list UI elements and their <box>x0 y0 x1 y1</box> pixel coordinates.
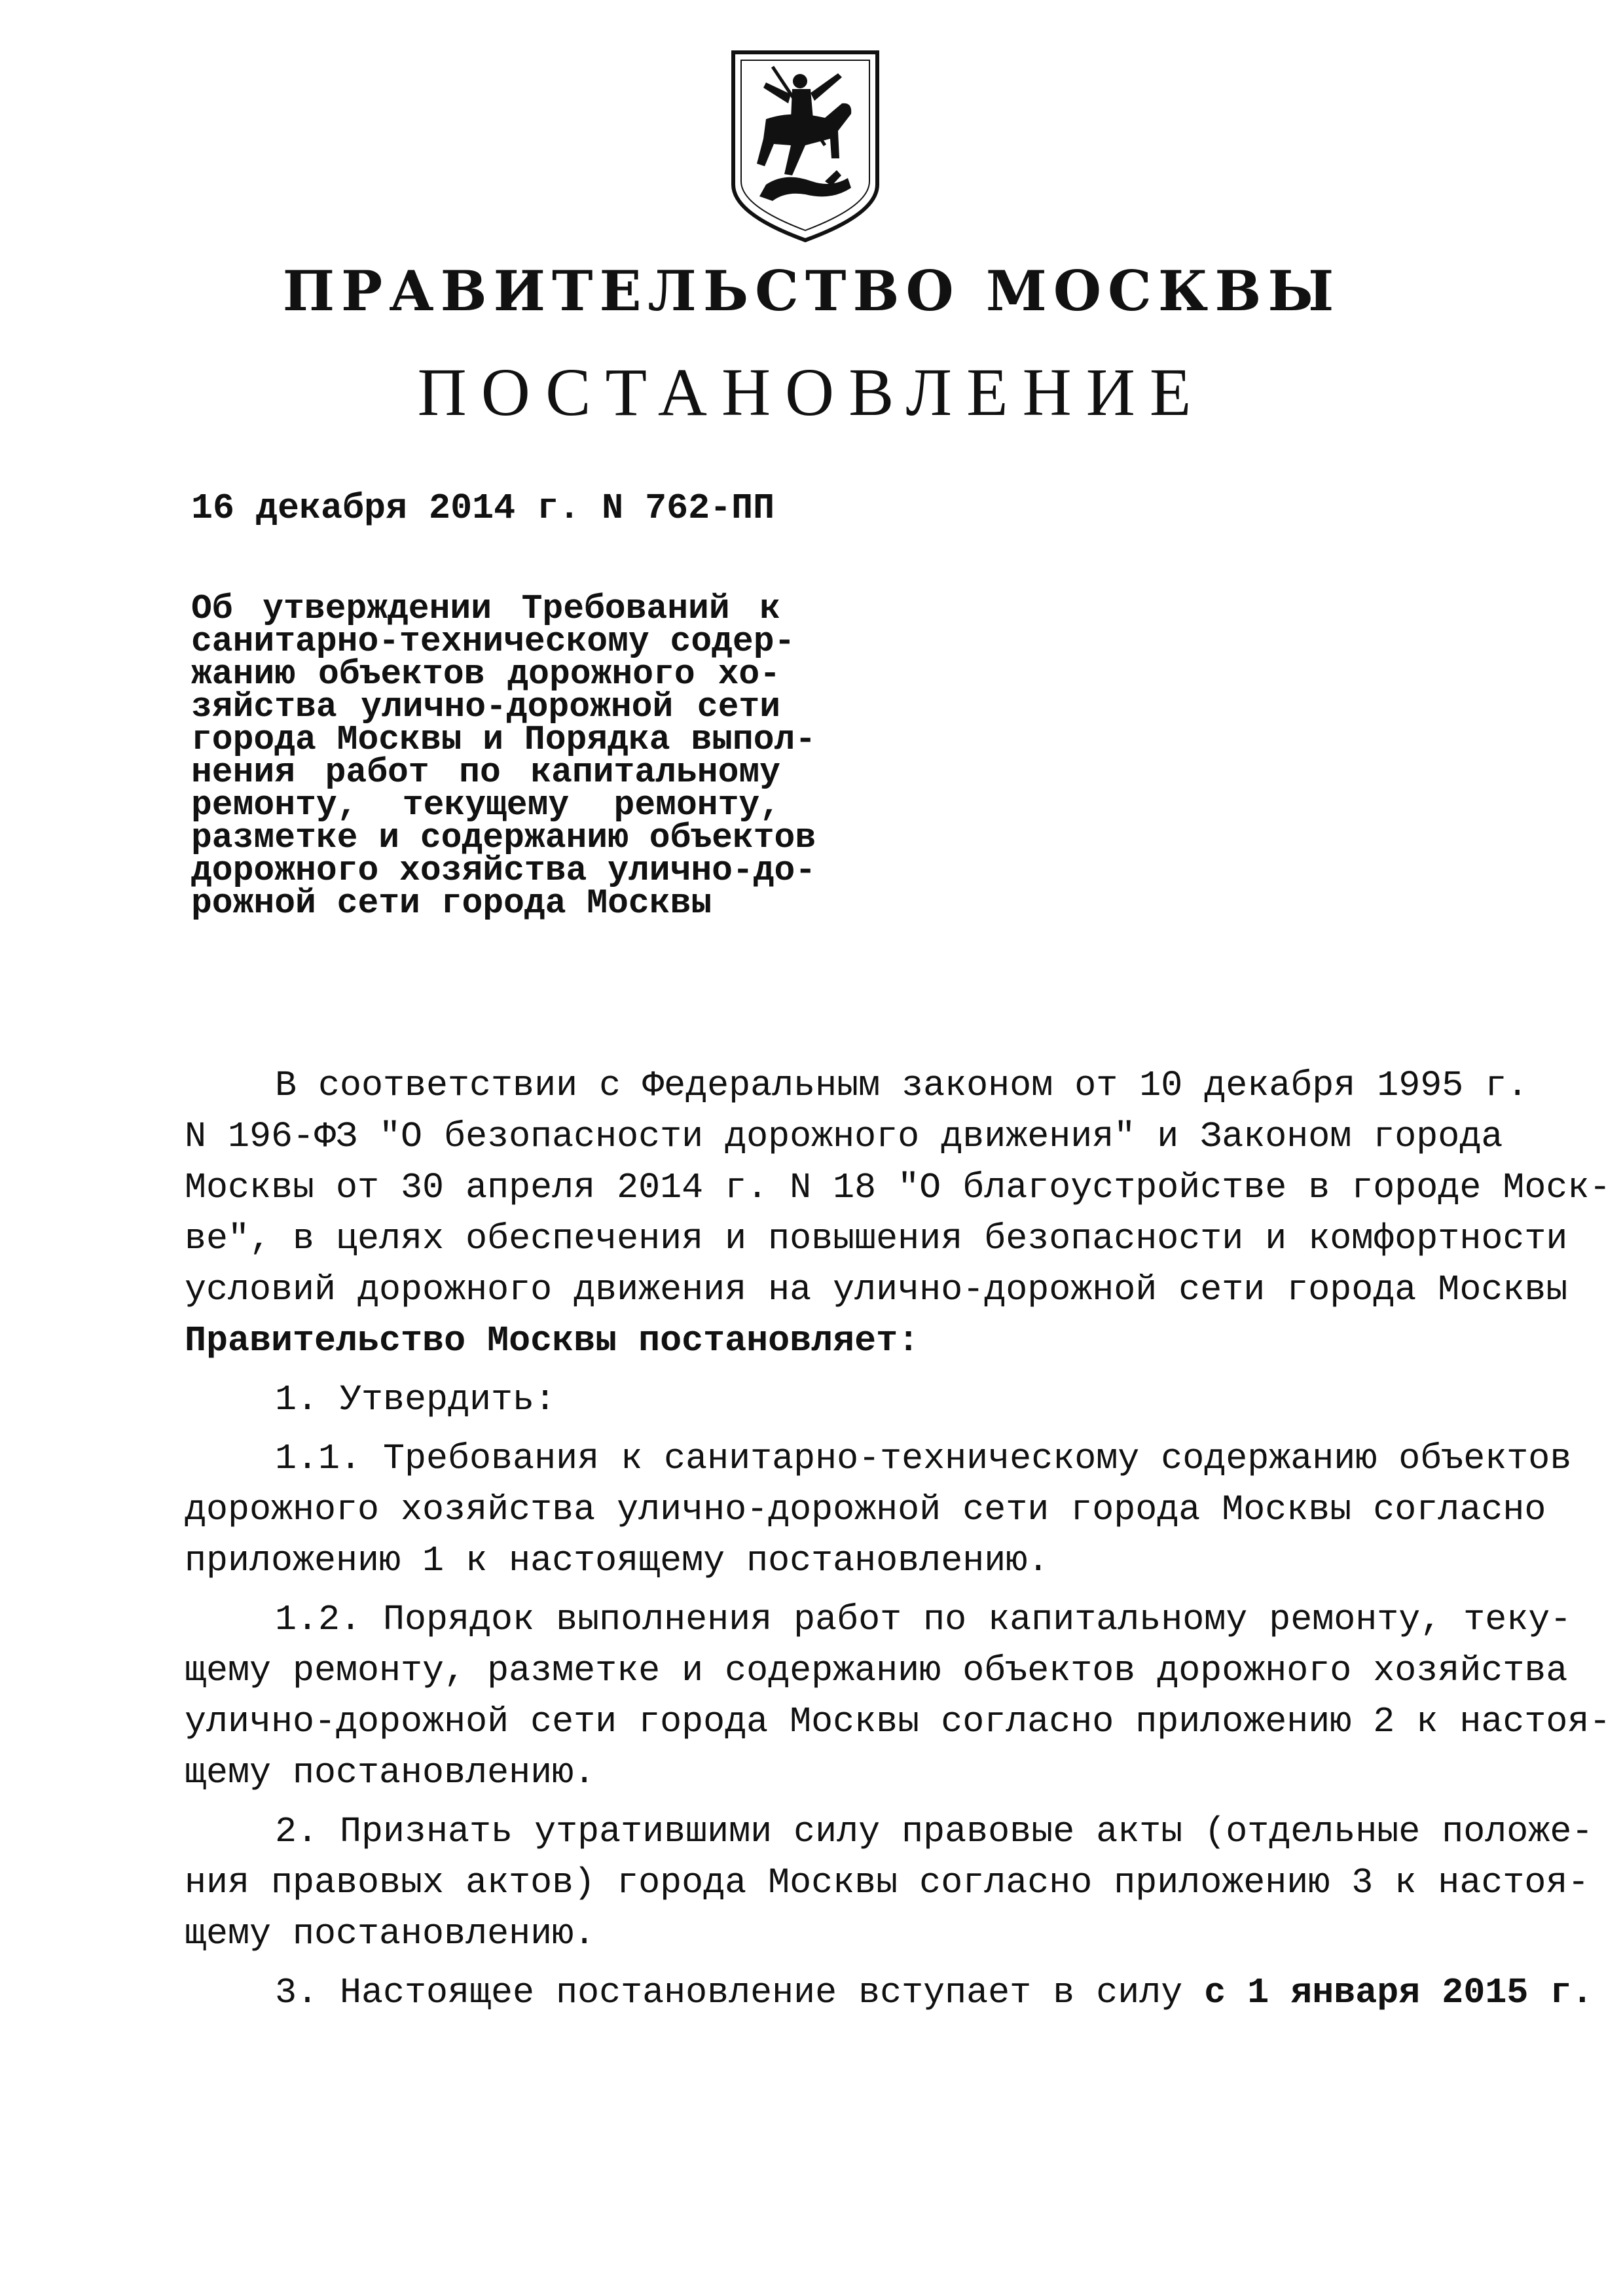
subject-line: города Москвы и Порядка выпол- <box>191 720 816 759</box>
item-3 <box>185 1967 1594 2018</box>
item-line: щему постановлению. <box>185 1752 596 1793</box>
subject-line: жанию объектов дорожного хо- <box>191 655 780 694</box>
document-type: ПОСТАНОВЛЕНИЕ <box>417 355 1206 430</box>
preamble-line: N 196-ФЗ "О безопасности дорожного движения" и Законом города <box>185 1116 1503 1157</box>
item-1: 1. Утвердить: <box>275 1379 556 1420</box>
item-1-2 <box>185 1594 1611 1799</box>
preamble <box>185 1060 1611 1367</box>
subject-line: зяйства улично-дорожной сети <box>191 687 780 726</box>
item-line: приложению 1 к настоящему постановлению. <box>185 1540 1049 1581</box>
preamble-line: Москвы от 30 апреля 2014 г. N 18 "О благоустройстве в городе Моск- <box>185 1167 1611 1208</box>
subject-line: разметке и содержанию объектов <box>191 818 816 857</box>
preamble-line: ве", в целях обеспечения и повышения безопасности и комфортности <box>185 1218 1568 1259</box>
resolves-phrase: Правительство Москвы постановляет: <box>185 1320 920 1361</box>
preamble-line: В соответствии с Федеральным законом от 10 декабря 1995 г. <box>275 1065 1529 1106</box>
subject-line: рожной сети города Москвы <box>191 884 712 923</box>
item-3-text: 3. Настоящее постановление вступает в силу <box>275 1972 1183 2013</box>
item-line: 1.1. Требования к санитарно-техническому содержанию объектов <box>275 1438 1572 1479</box>
item-2 <box>185 1806 1594 1960</box>
subject-line: санитарно-техническому содер- <box>191 622 795 661</box>
item-line: ния правовых актов) города Москвы согласно приложению 3 к настоя- <box>185 1862 1590 1903</box>
document-body <box>185 1060 1611 2018</box>
item-line: улично-дорожной сети города Москвы согласно приложению 2 к настоя- <box>185 1701 1611 1742</box>
date-and-number: 16 декабря 2014 г. N 762-ПП <box>191 488 775 529</box>
item-line: дорожного хозяйства улично-дорожной сети города Москвы согласно <box>185 1489 1546 1530</box>
moscow-coat-of-arms-icon <box>727 47 884 243</box>
item-line: щему ремонту, разметке и содержанию объектов дорожного хозяйства <box>185 1650 1568 1691</box>
preamble-line: условий дорожного движения на улично-дорожной сети города Москвы <box>185 1269 1568 1310</box>
effective-date: с 1 января 2015 г. <box>1204 1972 1594 2013</box>
subject-line: Об утверждении Требований к <box>191 589 780 628</box>
document-subject <box>191 589 816 923</box>
item-1-1 <box>185 1433 1572 1587</box>
subject-line: ремонту, текущему ремонту, <box>191 785 780 825</box>
item-line: 2. Признать утратившими силу правовые акты (отдельные положе- <box>275 1811 1594 1852</box>
item-line: щему постановлению. <box>185 1913 596 1954</box>
subject-line: нения работ по капитальному <box>191 753 780 792</box>
government-title: ПРАВИТЕЛЬСТВО МОСКВЫ <box>282 259 1341 323</box>
subject-line: дорожного хозяйства улично-до- <box>191 851 816 890</box>
item-line: 1.2. Порядок выполнения работ по капитальному ремонту, теку- <box>275 1599 1572 1640</box>
